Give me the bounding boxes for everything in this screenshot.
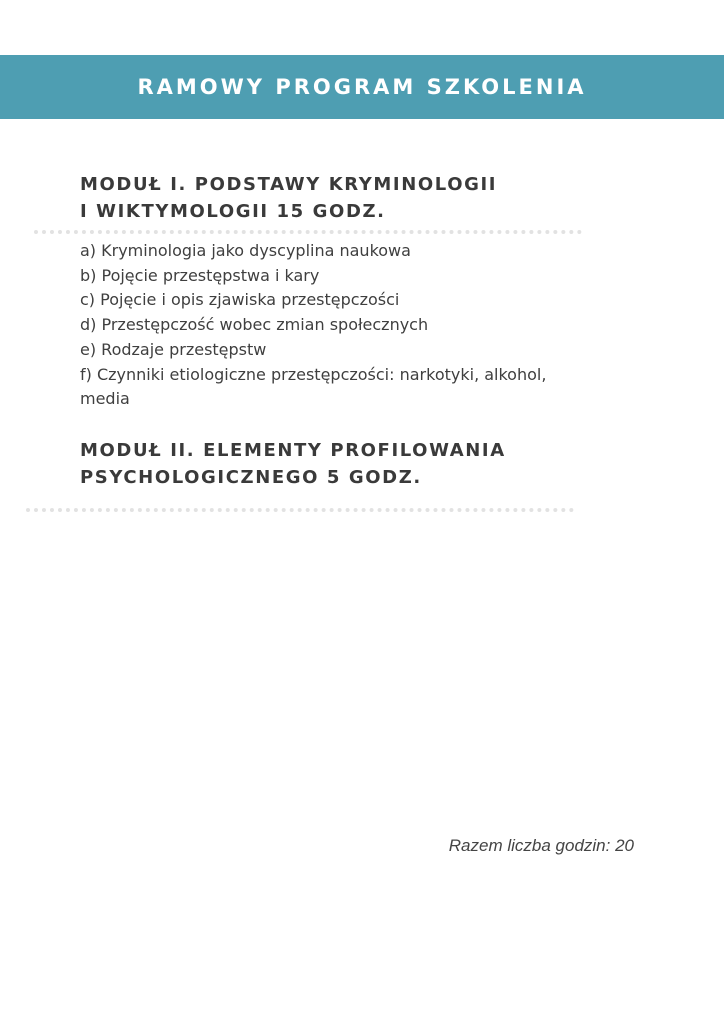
module-2-divider	[26, 508, 574, 512]
topic-item: d) Przestępczość wobec zmian społecznych	[80, 315, 429, 335]
module-1-heading	[80, 171, 600, 225]
module-1-heading-line-2: I WIKTYMOLOGII 15 GODZ.	[80, 201, 386, 222]
module-2-heading	[80, 437, 600, 491]
topic-item: c) Pojęcie i opis zjawiska przestępczości	[80, 290, 400, 310]
topic-item: e) Rodzaje przestępstw	[80, 339, 267, 359]
topic-item: f) Czynniki etiologiczne przestępczości: narkotyki, alkohol, media	[80, 364, 547, 409]
module-1-topic-list	[80, 239, 580, 412]
module-2-heading-line-1: MODUŁ II. ELEMENTY PROFILOWANIA	[80, 440, 506, 461]
module-2-heading-line-2: PSYCHOLOGICZNEGO 5 GODZ.	[80, 467, 422, 488]
module-1-divider	[34, 230, 582, 234]
topic-item: b) Pojęcie przestępstwa i kary	[80, 265, 320, 285]
page-title: RAMOWY PROGRAM SZKOLENIA	[137, 75, 587, 99]
total-hours: Razem liczba godzin: 20	[448, 836, 634, 855]
module-1-heading-line-1: MODUŁ I. PODSTAWY KRYMINOLOGII	[80, 174, 498, 195]
topic-item: a) Kryminologia jako dyscyplina naukowa	[80, 241, 411, 260]
header-banner	[0, 55, 724, 119]
